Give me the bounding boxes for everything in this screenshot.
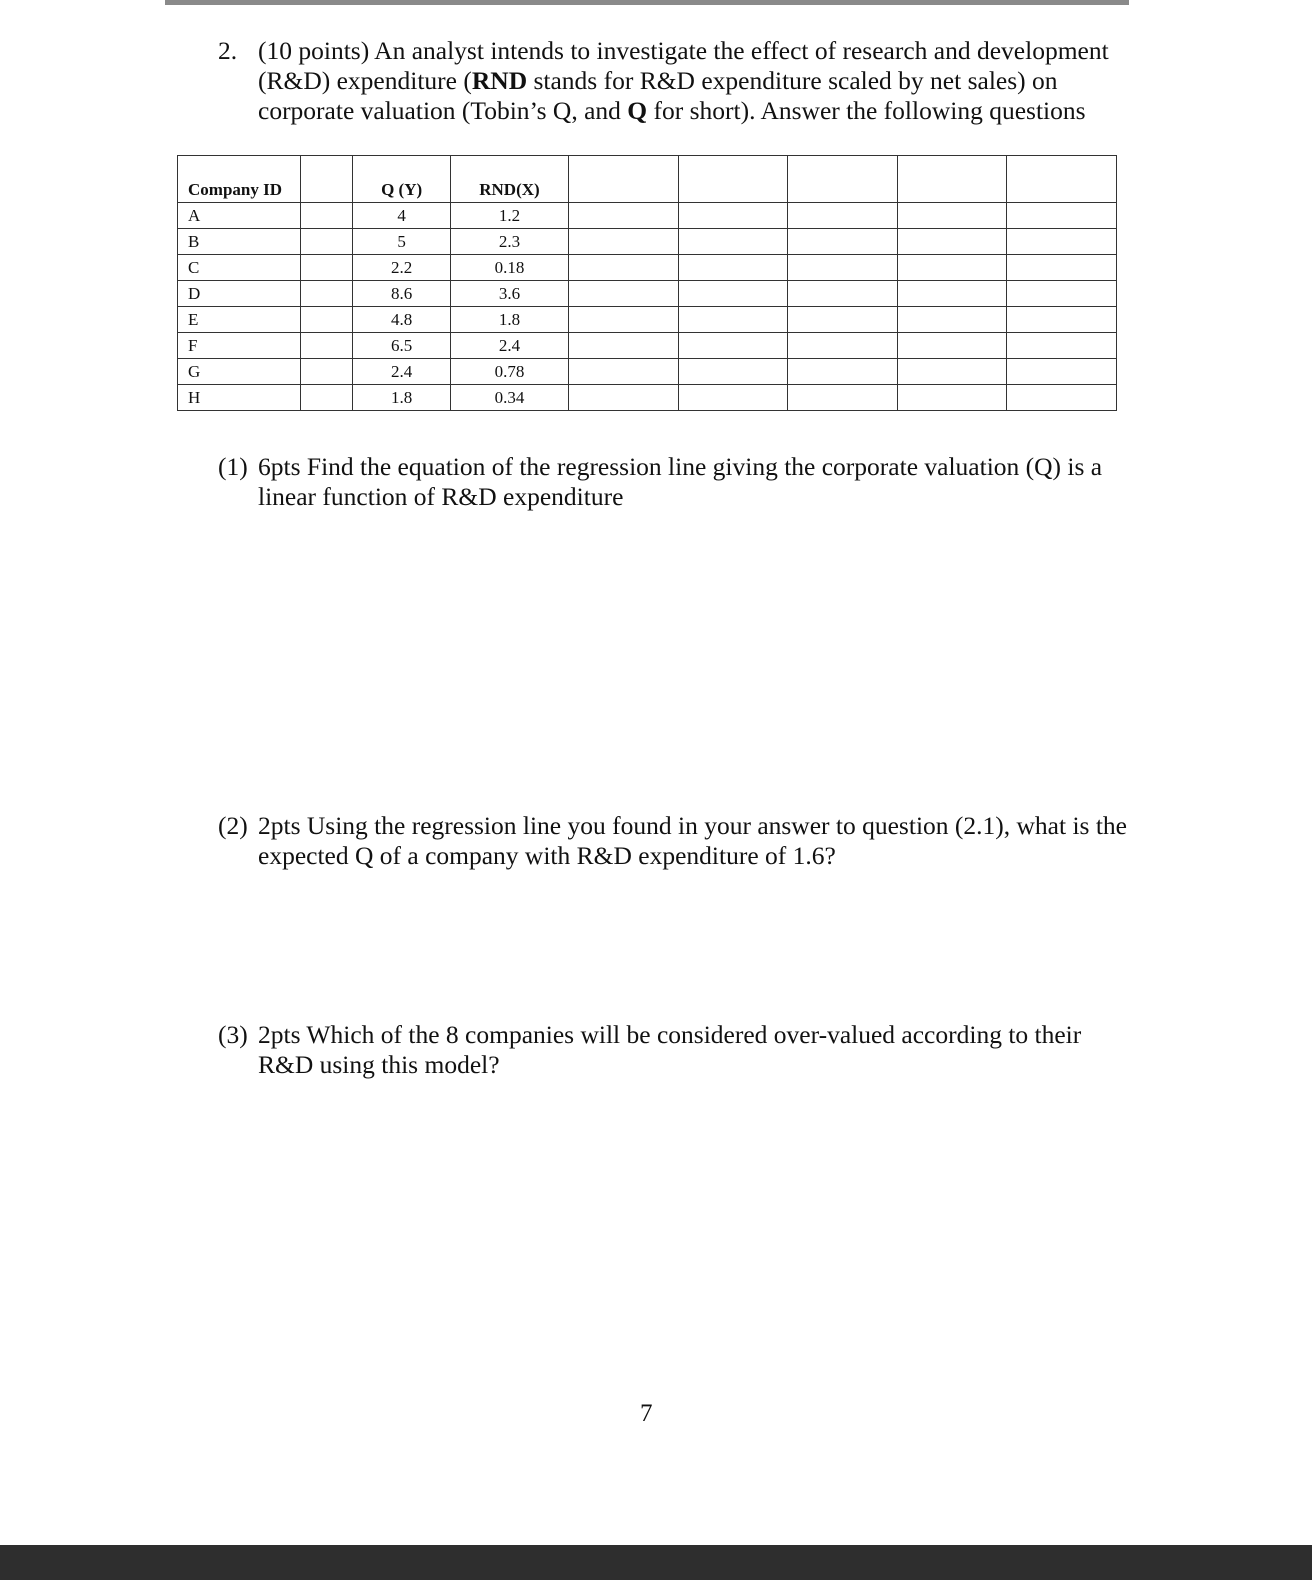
cell-empty xyxy=(788,203,898,229)
header-rnd: RND(X) xyxy=(450,156,568,203)
cell-rnd: 1.2 xyxy=(450,203,568,229)
cell-empty xyxy=(1007,333,1117,359)
cell-empty xyxy=(788,333,898,359)
cell-empty xyxy=(569,255,679,281)
table-row xyxy=(178,255,1117,281)
table-row xyxy=(178,229,1117,255)
cell-empty xyxy=(569,385,679,411)
cell-empty xyxy=(1007,203,1117,229)
cell-empty xyxy=(678,359,788,385)
cell-empty xyxy=(569,307,679,333)
part-text: 2pts Which of the 8 companies will be considered over-valued according to their R&D using this model? xyxy=(258,1020,1082,1079)
cell-company-id: B xyxy=(178,229,301,255)
table-row xyxy=(178,385,1117,411)
cell-empty xyxy=(897,359,1007,385)
table-row xyxy=(178,333,1117,359)
cell-empty xyxy=(1007,307,1117,333)
cell-rnd: 2.4 xyxy=(450,333,568,359)
cell-empty xyxy=(1007,229,1117,255)
cell-empty xyxy=(788,255,898,281)
cell-empty xyxy=(569,333,679,359)
part-3 xyxy=(218,1020,1128,1080)
cell-empty xyxy=(788,359,898,385)
cell-empty xyxy=(1007,359,1117,385)
cell-q: 5 xyxy=(353,229,450,255)
cell-empty xyxy=(788,385,898,411)
cell-company-id: H xyxy=(178,385,301,411)
header-empty xyxy=(788,156,898,203)
cell-empty xyxy=(678,333,788,359)
cell-empty xyxy=(788,307,898,333)
cell-company-id: G xyxy=(178,359,301,385)
bottom-bar xyxy=(0,1545,1312,1580)
cell-q: 2.4 xyxy=(353,359,450,385)
cell-empty xyxy=(1007,281,1117,307)
cell-rnd: 3.6 xyxy=(450,281,568,307)
cell-q: 4.8 xyxy=(353,307,450,333)
cell-empty xyxy=(1007,385,1117,411)
cell-empty xyxy=(788,229,898,255)
cell-company-id: F xyxy=(178,333,301,359)
cell-rnd: 0.34 xyxy=(450,385,568,411)
cell-empty xyxy=(678,229,788,255)
cell-empty xyxy=(300,281,353,307)
cell-empty xyxy=(300,255,353,281)
cell-rnd: 2.3 xyxy=(450,229,568,255)
cell-empty xyxy=(300,307,353,333)
cell-empty xyxy=(678,203,788,229)
cell-empty xyxy=(300,385,353,411)
cell-empty xyxy=(300,229,353,255)
cell-empty xyxy=(569,281,679,307)
cell-empty xyxy=(897,333,1007,359)
table-row xyxy=(178,307,1117,333)
cell-empty xyxy=(897,281,1007,307)
header-empty xyxy=(678,156,788,203)
page-number: 7 xyxy=(640,1400,653,1427)
header-empty xyxy=(569,156,679,203)
table-header-row xyxy=(178,156,1117,203)
header-empty xyxy=(1007,156,1117,203)
part-number: (1) xyxy=(218,452,248,481)
cell-empty xyxy=(300,333,353,359)
cell-empty xyxy=(678,385,788,411)
cell-empty xyxy=(897,255,1007,281)
cell-empty xyxy=(300,359,353,385)
cell-empty xyxy=(678,281,788,307)
cell-empty xyxy=(1007,255,1117,281)
cell-company-id: A xyxy=(178,203,301,229)
top-rule xyxy=(165,0,1129,5)
cell-empty xyxy=(678,307,788,333)
cell-company-id: C xyxy=(178,255,301,281)
table-row xyxy=(178,203,1117,229)
cell-empty xyxy=(897,229,1007,255)
cell-empty xyxy=(897,203,1007,229)
header-empty xyxy=(300,156,353,203)
cell-q: 8.6 xyxy=(353,281,450,307)
part-number: (3) xyxy=(218,1020,248,1049)
cell-empty xyxy=(300,203,353,229)
cell-q: 2.2 xyxy=(353,255,450,281)
cell-company-id: E xyxy=(178,307,301,333)
question-text: (10 points) An analyst intends to investigate the effect of research and development (R&D) expenditure (RND stands for R&D expenditure scaled by net sales) on corporate valuation (Tobin’s Q, and Q for short). Answer the following questions xyxy=(258,36,1109,125)
part-2 xyxy=(218,811,1128,871)
cell-empty xyxy=(569,359,679,385)
part-number: (2) xyxy=(218,811,248,840)
table-row xyxy=(178,359,1117,385)
cell-rnd: 0.78 xyxy=(450,359,568,385)
part-1 xyxy=(218,452,1128,512)
cell-rnd: 1.8 xyxy=(450,307,568,333)
table-row xyxy=(178,281,1117,307)
cell-company-id: D xyxy=(178,281,301,307)
part-text: 6pts Find the equation of the regression line giving the corporate valuation (Q) is a linear function of R&D expenditure xyxy=(258,452,1103,511)
part-text: 2pts Using the regression line you found in your answer to question (2.1), what is the expected Q of a company with R&D expenditure of 1.6? xyxy=(258,811,1127,870)
cell-empty xyxy=(678,255,788,281)
cell-empty xyxy=(897,307,1007,333)
cell-empty xyxy=(897,385,1007,411)
header-q: Q (Y) xyxy=(353,156,450,203)
cell-empty xyxy=(569,229,679,255)
cell-q: 6.5 xyxy=(353,333,450,359)
header-empty xyxy=(897,156,1007,203)
data-table xyxy=(177,155,1117,411)
cell-q: 4 xyxy=(353,203,450,229)
header-company-id: Company ID xyxy=(178,156,301,203)
question-number: 2. xyxy=(218,36,238,65)
cell-empty xyxy=(788,281,898,307)
cell-q: 1.8 xyxy=(353,385,450,411)
question-2 xyxy=(218,36,1128,126)
cell-empty xyxy=(569,203,679,229)
cell-rnd: 0.18 xyxy=(450,255,568,281)
